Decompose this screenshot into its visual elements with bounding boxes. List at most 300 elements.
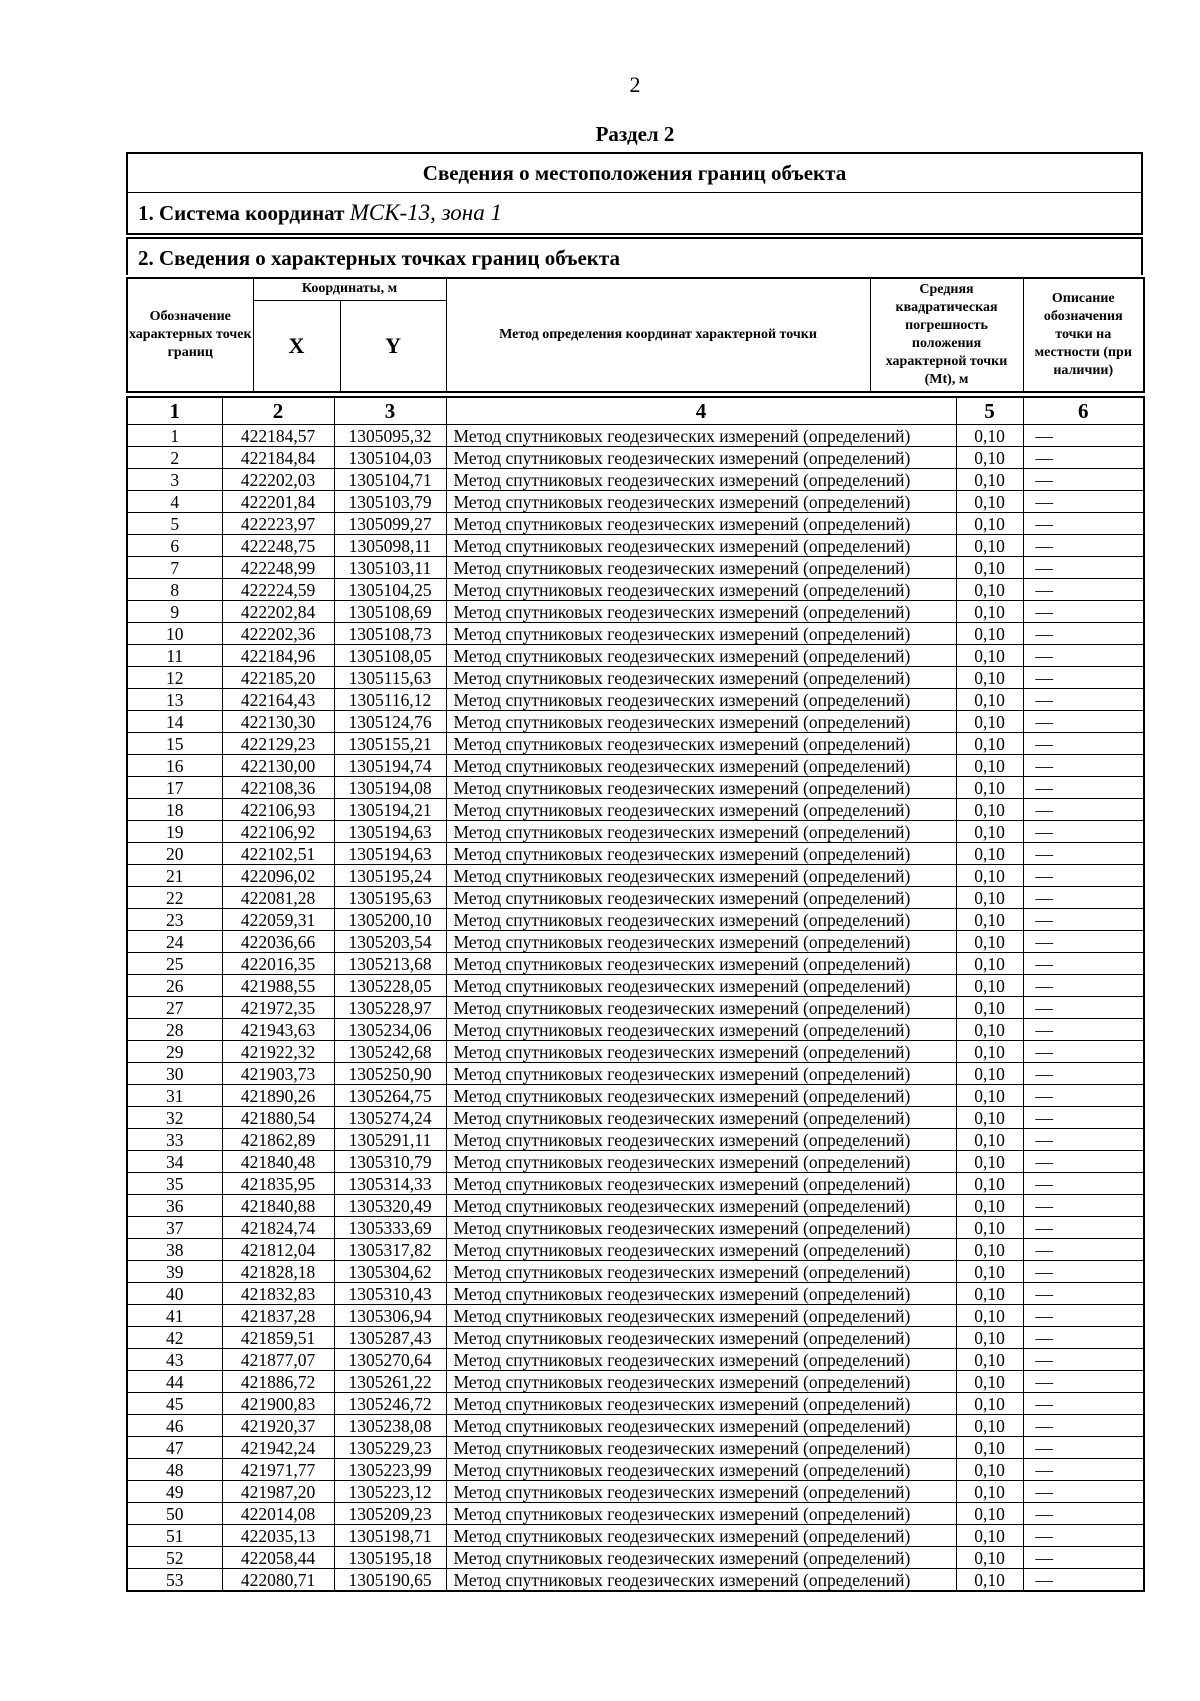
point-y: 1305108,69 <box>334 601 446 623</box>
point-number: 6 <box>127 535 222 557</box>
point-x: 421877,07 <box>222 1349 334 1371</box>
column-number: 6 <box>1023 397 1144 425</box>
table-row <box>127 469 1144 491</box>
point-y: 1305116,12 <box>334 689 446 711</box>
point-accuracy: 0,10 <box>956 909 1023 931</box>
point-number: 33 <box>127 1129 222 1151</box>
point-method: Метод спутниковых геодезических измерений (определений) <box>446 711 956 733</box>
point-y: 1305104,25 <box>334 579 446 601</box>
point-method: Метод спутниковых геодезических измерений (определений) <box>446 491 956 513</box>
point-accuracy: 0,10 <box>956 491 1023 513</box>
point-method: Метод спутниковых геодезических измерений (определений) <box>446 1525 956 1547</box>
point-method: Метод спутниковых геодезических измерений (определений) <box>446 623 956 645</box>
point-number: 38 <box>127 1239 222 1261</box>
point-number: 29 <box>127 1041 222 1063</box>
point-number: 40 <box>127 1283 222 1305</box>
point-y: 1305108,05 <box>334 645 446 667</box>
point-y: 1305108,73 <box>334 623 446 645</box>
point-description: — <box>1023 887 1144 909</box>
point-y: 1305274,24 <box>334 1107 446 1129</box>
column-number: 5 <box>956 397 1023 425</box>
point-x: 422102,51 <box>222 843 334 865</box>
point-x: 422016,35 <box>222 953 334 975</box>
point-accuracy: 0,10 <box>956 469 1023 491</box>
point-accuracy: 0,10 <box>956 1503 1023 1525</box>
point-y: 1305250,90 <box>334 1063 446 1085</box>
point-description: — <box>1023 1063 1144 1085</box>
point-y: 1305287,43 <box>334 1327 446 1349</box>
point-number: 45 <box>127 1393 222 1415</box>
point-x: 422130,30 <box>222 711 334 733</box>
point-description: — <box>1023 1261 1144 1283</box>
point-method: Метод спутниковых геодезических измерений (определений) <box>446 1129 956 1151</box>
point-y: 1305103,79 <box>334 491 446 513</box>
table-row <box>127 1547 1144 1569</box>
point-accuracy: 0,10 <box>956 689 1023 711</box>
point-description: — <box>1023 1371 1144 1393</box>
point-description: — <box>1023 975 1144 997</box>
point-y: 1305310,43 <box>334 1283 446 1305</box>
point-y: 1305198,71 <box>334 1525 446 1547</box>
point-description: — <box>1023 909 1144 931</box>
point-description: — <box>1023 535 1144 557</box>
table-row <box>127 667 1144 689</box>
point-description: — <box>1023 1349 1144 1371</box>
point-description: — <box>1023 1129 1144 1151</box>
point-description: — <box>1023 997 1144 1019</box>
table-row <box>127 645 1144 667</box>
point-method: Метод спутниковых геодезических измерений (определений) <box>446 1217 956 1239</box>
point-accuracy: 0,10 <box>956 1129 1023 1151</box>
point-method: Метод спутниковых геодезических измерений (определений) <box>446 953 956 975</box>
table-row <box>127 887 1144 909</box>
point-accuracy: 0,10 <box>956 1371 1023 1393</box>
point-x: 422248,75 <box>222 535 334 557</box>
col-x-header: X <box>253 300 340 392</box>
point-x: 421835,95 <box>222 1173 334 1195</box>
point-x: 422202,36 <box>222 623 334 645</box>
point-method: Метод спутниковых геодезических измерений (определений) <box>446 1305 956 1327</box>
point-y: 1305229,23 <box>334 1437 446 1459</box>
point-accuracy: 0,10 <box>956 755 1023 777</box>
point-method: Метод спутниковых геодезических измерений (определений) <box>446 1569 956 1592</box>
point-accuracy: 0,10 <box>956 1107 1023 1129</box>
point-x: 422106,93 <box>222 799 334 821</box>
point-method: Метод спутниковых геодезических измерений (определений) <box>446 1503 956 1525</box>
point-number: 1 <box>127 425 222 447</box>
table-row <box>127 711 1144 733</box>
point-y: 1305155,21 <box>334 733 446 755</box>
table-row <box>127 1217 1144 1239</box>
point-x: 421988,55 <box>222 975 334 997</box>
point-x: 421943,63 <box>222 1019 334 1041</box>
point-method: Метод спутниковых геодезических измерений (определений) <box>446 1393 956 1415</box>
point-y: 1305194,08 <box>334 777 446 799</box>
point-description: — <box>1023 1569 1144 1592</box>
point-method: Метод спутниковых геодезических измерений (определений) <box>446 799 956 821</box>
point-method: Метод спутниковых геодезических измерений (определений) <box>446 513 956 535</box>
table-row <box>127 1503 1144 1525</box>
point-number: 47 <box>127 1437 222 1459</box>
point-description: — <box>1023 843 1144 865</box>
point-method: Метод спутниковых геодезических измерений (определений) <box>446 1239 956 1261</box>
col-method-header: Метод определения координат характерной точки <box>446 278 870 392</box>
point-y: 1305104,71 <box>334 469 446 491</box>
point-y: 1305194,63 <box>334 843 446 865</box>
coord-system-line <box>128 193 1141 233</box>
point-number: 50 <box>127 1503 222 1525</box>
point-number: 16 <box>127 755 222 777</box>
table-row <box>127 535 1144 557</box>
point-method: Метод спутниковых геодезических измерений (определений) <box>446 1173 956 1195</box>
point-x: 422224,59 <box>222 579 334 601</box>
point-y: 1305310,79 <box>334 1151 446 1173</box>
table-row <box>127 1415 1144 1437</box>
point-number: 52 <box>127 1547 222 1569</box>
point-method: Метод спутниковых геодезических измерений (определений) <box>446 887 956 909</box>
point-number: 18 <box>127 799 222 821</box>
point-description: — <box>1023 1305 1144 1327</box>
point-description: — <box>1023 1437 1144 1459</box>
table-row <box>127 1459 1144 1481</box>
point-y: 1305238,08 <box>334 1415 446 1437</box>
point-method: Метод спутниковых геодезических измерений (определений) <box>446 535 956 557</box>
point-y: 1305194,74 <box>334 755 446 777</box>
point-method: Метод спутниковых геодезических измерений (определений) <box>446 821 956 843</box>
point-number: 7 <box>127 557 222 579</box>
point-accuracy: 0,10 <box>956 975 1023 997</box>
table-row <box>127 1085 1144 1107</box>
point-description: — <box>1023 931 1144 953</box>
point-x: 422130,00 <box>222 755 334 777</box>
point-x: 422202,03 <box>222 469 334 491</box>
point-y: 1305104,03 <box>334 447 446 469</box>
table-row <box>127 1305 1144 1327</box>
point-description: — <box>1023 1239 1144 1261</box>
point-y: 1305264,75 <box>334 1085 446 1107</box>
point-description: — <box>1023 755 1144 777</box>
point-number: 34 <box>127 1151 222 1173</box>
table-row <box>127 425 1144 447</box>
point-number: 32 <box>127 1107 222 1129</box>
point-accuracy: 0,10 <box>956 1569 1023 1592</box>
point-x: 421828,18 <box>222 1261 334 1283</box>
point-number: 21 <box>127 865 222 887</box>
point-method: Метод спутниковых геодезических измерений (определений) <box>446 579 956 601</box>
table-row <box>127 1349 1144 1371</box>
point-number: 15 <box>127 733 222 755</box>
point-accuracy: 0,10 <box>956 1041 1023 1063</box>
point-description: — <box>1023 1151 1144 1173</box>
point-number: 17 <box>127 777 222 799</box>
table-row <box>127 953 1144 975</box>
table-row <box>127 755 1144 777</box>
point-accuracy: 0,10 <box>956 535 1023 557</box>
point-x: 421880,54 <box>222 1107 334 1129</box>
point-x: 421987,20 <box>222 1481 334 1503</box>
point-method: Метод спутниковых геодезических измерений (определений) <box>446 1437 956 1459</box>
point-description: — <box>1023 821 1144 843</box>
point-y: 1305195,18 <box>334 1547 446 1569</box>
table-row <box>127 1371 1144 1393</box>
table-row <box>127 579 1144 601</box>
point-method: Метод спутниковых геодезических измерений (определений) <box>446 1547 956 1569</box>
point-y: 1305314,33 <box>334 1173 446 1195</box>
point-x: 421824,74 <box>222 1217 334 1239</box>
col-coordinates-header: Координаты, м <box>253 278 446 300</box>
point-number: 19 <box>127 821 222 843</box>
point-method: Метод спутниковых геодезических измерений (определений) <box>446 1415 956 1437</box>
header-title: Сведения о местоположения границ объекта <box>128 154 1141 193</box>
point-x: 421890,26 <box>222 1085 334 1107</box>
point-description: — <box>1023 447 1144 469</box>
point-method: Метод спутниковых геодезических измерений (определений) <box>446 689 956 711</box>
point-accuracy: 0,10 <box>956 997 1023 1019</box>
point-accuracy: 0,10 <box>956 953 1023 975</box>
table-row <box>127 1393 1144 1415</box>
table-row <box>127 1239 1144 1261</box>
table-row <box>127 601 1144 623</box>
point-y: 1305124,76 <box>334 711 446 733</box>
point-accuracy: 0,10 <box>956 887 1023 909</box>
point-description: — <box>1023 623 1144 645</box>
column-number: 4 <box>446 397 956 425</box>
point-accuracy: 0,10 <box>956 601 1023 623</box>
point-accuracy: 0,10 <box>956 1217 1023 1239</box>
point-number: 37 <box>127 1217 222 1239</box>
point-method: Метод спутниковых геодезических измерений (определений) <box>446 975 956 997</box>
point-x: 421971,77 <box>222 1459 334 1481</box>
point-method: Метод спутниковых геодезических измерений (определений) <box>446 1151 956 1173</box>
point-number: 24 <box>127 931 222 953</box>
point-number: 51 <box>127 1525 222 1547</box>
point-method: Метод спутниковых геодезических измерений (определений) <box>446 1063 956 1085</box>
point-number: 13 <box>127 689 222 711</box>
point-x: 421886,72 <box>222 1371 334 1393</box>
point-method: Метод спутниковых геодезических измерений (определений) <box>446 447 956 469</box>
point-y: 1305234,06 <box>334 1019 446 1041</box>
point-method: Метод спутниковых геодезических измерений (определений) <box>446 601 956 623</box>
point-method: Метод спутниковых геодезических измерений (определений) <box>446 1195 956 1217</box>
point-description: — <box>1023 1503 1144 1525</box>
point-x: 422184,57 <box>222 425 334 447</box>
point-number: 20 <box>127 843 222 865</box>
point-accuracy: 0,10 <box>956 1239 1023 1261</box>
point-accuracy: 0,10 <box>956 1261 1023 1283</box>
point-x: 421900,83 <box>222 1393 334 1415</box>
point-x: 421832,83 <box>222 1283 334 1305</box>
table-row <box>127 1151 1144 1173</box>
point-number: 8 <box>127 579 222 601</box>
point-accuracy: 0,10 <box>956 1151 1023 1173</box>
point-accuracy: 0,10 <box>956 447 1023 469</box>
point-y: 1305306,94 <box>334 1305 446 1327</box>
table-row <box>127 1019 1144 1041</box>
point-x: 422035,13 <box>222 1525 334 1547</box>
point-number: 11 <box>127 645 222 667</box>
table-row <box>127 1525 1144 1547</box>
point-accuracy: 0,10 <box>956 821 1023 843</box>
point-accuracy: 0,10 <box>956 1327 1023 1349</box>
point-number: 10 <box>127 623 222 645</box>
point-x: 422248,99 <box>222 557 334 579</box>
point-method: Метод спутниковых геодезических измерений (определений) <box>446 1085 956 1107</box>
point-x: 421920,37 <box>222 1415 334 1437</box>
point-method: Метод спутниковых геодезических измерений (определений) <box>446 777 956 799</box>
point-x: 421837,28 <box>222 1305 334 1327</box>
table-row <box>127 1437 1144 1459</box>
table-row <box>127 777 1144 799</box>
point-x: 421840,48 <box>222 1151 334 1173</box>
point-method: Метод спутниковых геодезических измерений (определений) <box>446 469 956 491</box>
point-accuracy: 0,10 <box>956 1195 1023 1217</box>
table-row <box>127 1195 1144 1217</box>
point-y: 1305270,64 <box>334 1349 446 1371</box>
column-number: 2 <box>222 397 334 425</box>
point-accuracy: 0,10 <box>956 1437 1023 1459</box>
point-number: 28 <box>127 1019 222 1041</box>
table-row <box>127 865 1144 887</box>
point-method: Метод спутниковых геодезических измерений (определений) <box>446 1283 956 1305</box>
point-method: Метод спутниковых геодезических измерений (определений) <box>446 1261 956 1283</box>
coord-system-label: 1. Система координат <box>138 201 345 225</box>
point-x: 422164,43 <box>222 689 334 711</box>
point-accuracy: 0,10 <box>956 513 1023 535</box>
point-number: 39 <box>127 1261 222 1283</box>
point-number: 22 <box>127 887 222 909</box>
point-y: 1305095,32 <box>334 425 446 447</box>
point-number: 25 <box>127 953 222 975</box>
point-y: 1305223,99 <box>334 1459 446 1481</box>
point-number: 41 <box>127 1305 222 1327</box>
point-x: 422080,71 <box>222 1569 334 1592</box>
point-number: 2 <box>127 447 222 469</box>
point-description: — <box>1023 491 1144 513</box>
subsection-title: 2. Сведения о характерных точках границ объекта <box>126 237 1143 275</box>
point-description: — <box>1023 799 1144 821</box>
point-description: — <box>1023 711 1144 733</box>
point-x: 422106,92 <box>222 821 334 843</box>
point-accuracy: 0,10 <box>956 667 1023 689</box>
point-accuracy: 0,10 <box>956 579 1023 601</box>
point-y: 1305213,68 <box>334 953 446 975</box>
point-x: 421862,89 <box>222 1129 334 1151</box>
point-y: 1305190,65 <box>334 1569 446 1592</box>
point-y: 1305242,68 <box>334 1041 446 1063</box>
point-number: 26 <box>127 975 222 997</box>
point-accuracy: 0,10 <box>956 1547 1023 1569</box>
point-method: Метод спутниковых геодезических измерений (определений) <box>446 425 956 447</box>
point-x: 422223,97 <box>222 513 334 535</box>
point-accuracy: 0,10 <box>956 1173 1023 1195</box>
point-x: 422096,02 <box>222 865 334 887</box>
point-x: 422201,84 <box>222 491 334 513</box>
point-method: Метод спутниковых геодезических измерений (определений) <box>446 1481 956 1503</box>
point-x: 422108,36 <box>222 777 334 799</box>
table-row <box>127 1107 1144 1129</box>
table-row <box>127 997 1144 1019</box>
point-accuracy: 0,10 <box>956 1459 1023 1481</box>
point-description: — <box>1023 953 1144 975</box>
point-accuracy: 0,10 <box>956 1349 1023 1371</box>
point-x: 421942,24 <box>222 1437 334 1459</box>
point-x: 421812,04 <box>222 1239 334 1261</box>
table-row <box>127 975 1144 997</box>
point-description: — <box>1023 733 1144 755</box>
point-x: 422184,84 <box>222 447 334 469</box>
point-number: 9 <box>127 601 222 623</box>
point-method: Метод спутниковых геодезических измерений (определений) <box>446 909 956 931</box>
point-accuracy: 0,10 <box>956 1415 1023 1437</box>
point-method: Метод спутниковых геодезических измерений (определений) <box>446 931 956 953</box>
col-description-header: Описание обозначения точки на местности (при наличии) <box>1023 278 1144 392</box>
point-x: 422036,66 <box>222 931 334 953</box>
point-number: 48 <box>127 1459 222 1481</box>
point-number: 4 <box>127 491 222 513</box>
point-number: 31 <box>127 1085 222 1107</box>
point-x: 422081,28 <box>222 887 334 909</box>
point-x: 422014,08 <box>222 1503 334 1525</box>
point-method: Метод спутниковых геодезических измерений (определений) <box>446 1019 956 1041</box>
point-accuracy: 0,10 <box>956 777 1023 799</box>
point-description: — <box>1023 1459 1144 1481</box>
point-description: — <box>1023 1327 1144 1349</box>
point-method: Метод спутниковых геодезических измерений (определений) <box>446 1371 956 1393</box>
point-method: Метод спутниковых геодезических измерений (определений) <box>446 557 956 579</box>
point-description: — <box>1023 579 1144 601</box>
table-row <box>127 557 1144 579</box>
point-accuracy: 0,10 <box>956 1305 1023 1327</box>
point-description: — <box>1023 1283 1144 1305</box>
point-accuracy: 0,10 <box>956 1063 1023 1085</box>
point-number: 46 <box>127 1415 222 1437</box>
point-accuracy: 0,10 <box>956 865 1023 887</box>
point-method: Метод спутниковых геодезических измерений (определений) <box>446 1107 956 1129</box>
table-row <box>127 1327 1144 1349</box>
table-row <box>127 623 1144 645</box>
point-y: 1305195,63 <box>334 887 446 909</box>
point-method: Метод спутниковых геодезических измерений (определений) <box>446 865 956 887</box>
point-accuracy: 0,10 <box>956 733 1023 755</box>
point-description: — <box>1023 1547 1144 1569</box>
point-method: Метод спутниковых геодезических измерений (определений) <box>446 1459 956 1481</box>
point-y: 1305317,82 <box>334 1239 446 1261</box>
point-y: 1305209,23 <box>334 1503 446 1525</box>
table-row <box>127 843 1144 865</box>
point-accuracy: 0,10 <box>956 1525 1023 1547</box>
table-row <box>127 909 1144 931</box>
point-description: — <box>1023 469 1144 491</box>
point-number: 5 <box>127 513 222 535</box>
point-description: — <box>1023 1085 1144 1107</box>
table-row <box>127 513 1144 535</box>
col-accuracy-header: Средняя квадратическая погрешность положения характерной точки (Mt), м <box>870 278 1023 392</box>
point-number: 44 <box>127 1371 222 1393</box>
table-row <box>127 1283 1144 1305</box>
point-description: — <box>1023 667 1144 689</box>
point-x: 422185,20 <box>222 667 334 689</box>
point-accuracy: 0,10 <box>956 425 1023 447</box>
table-row <box>127 1261 1144 1283</box>
point-number: 14 <box>127 711 222 733</box>
point-y: 1305098,11 <box>334 535 446 557</box>
point-number: 12 <box>127 667 222 689</box>
point-description: — <box>1023 1393 1144 1415</box>
table-row <box>127 733 1144 755</box>
table-row <box>127 1173 1144 1195</box>
table-row <box>127 1041 1144 1063</box>
point-description: — <box>1023 1107 1144 1129</box>
